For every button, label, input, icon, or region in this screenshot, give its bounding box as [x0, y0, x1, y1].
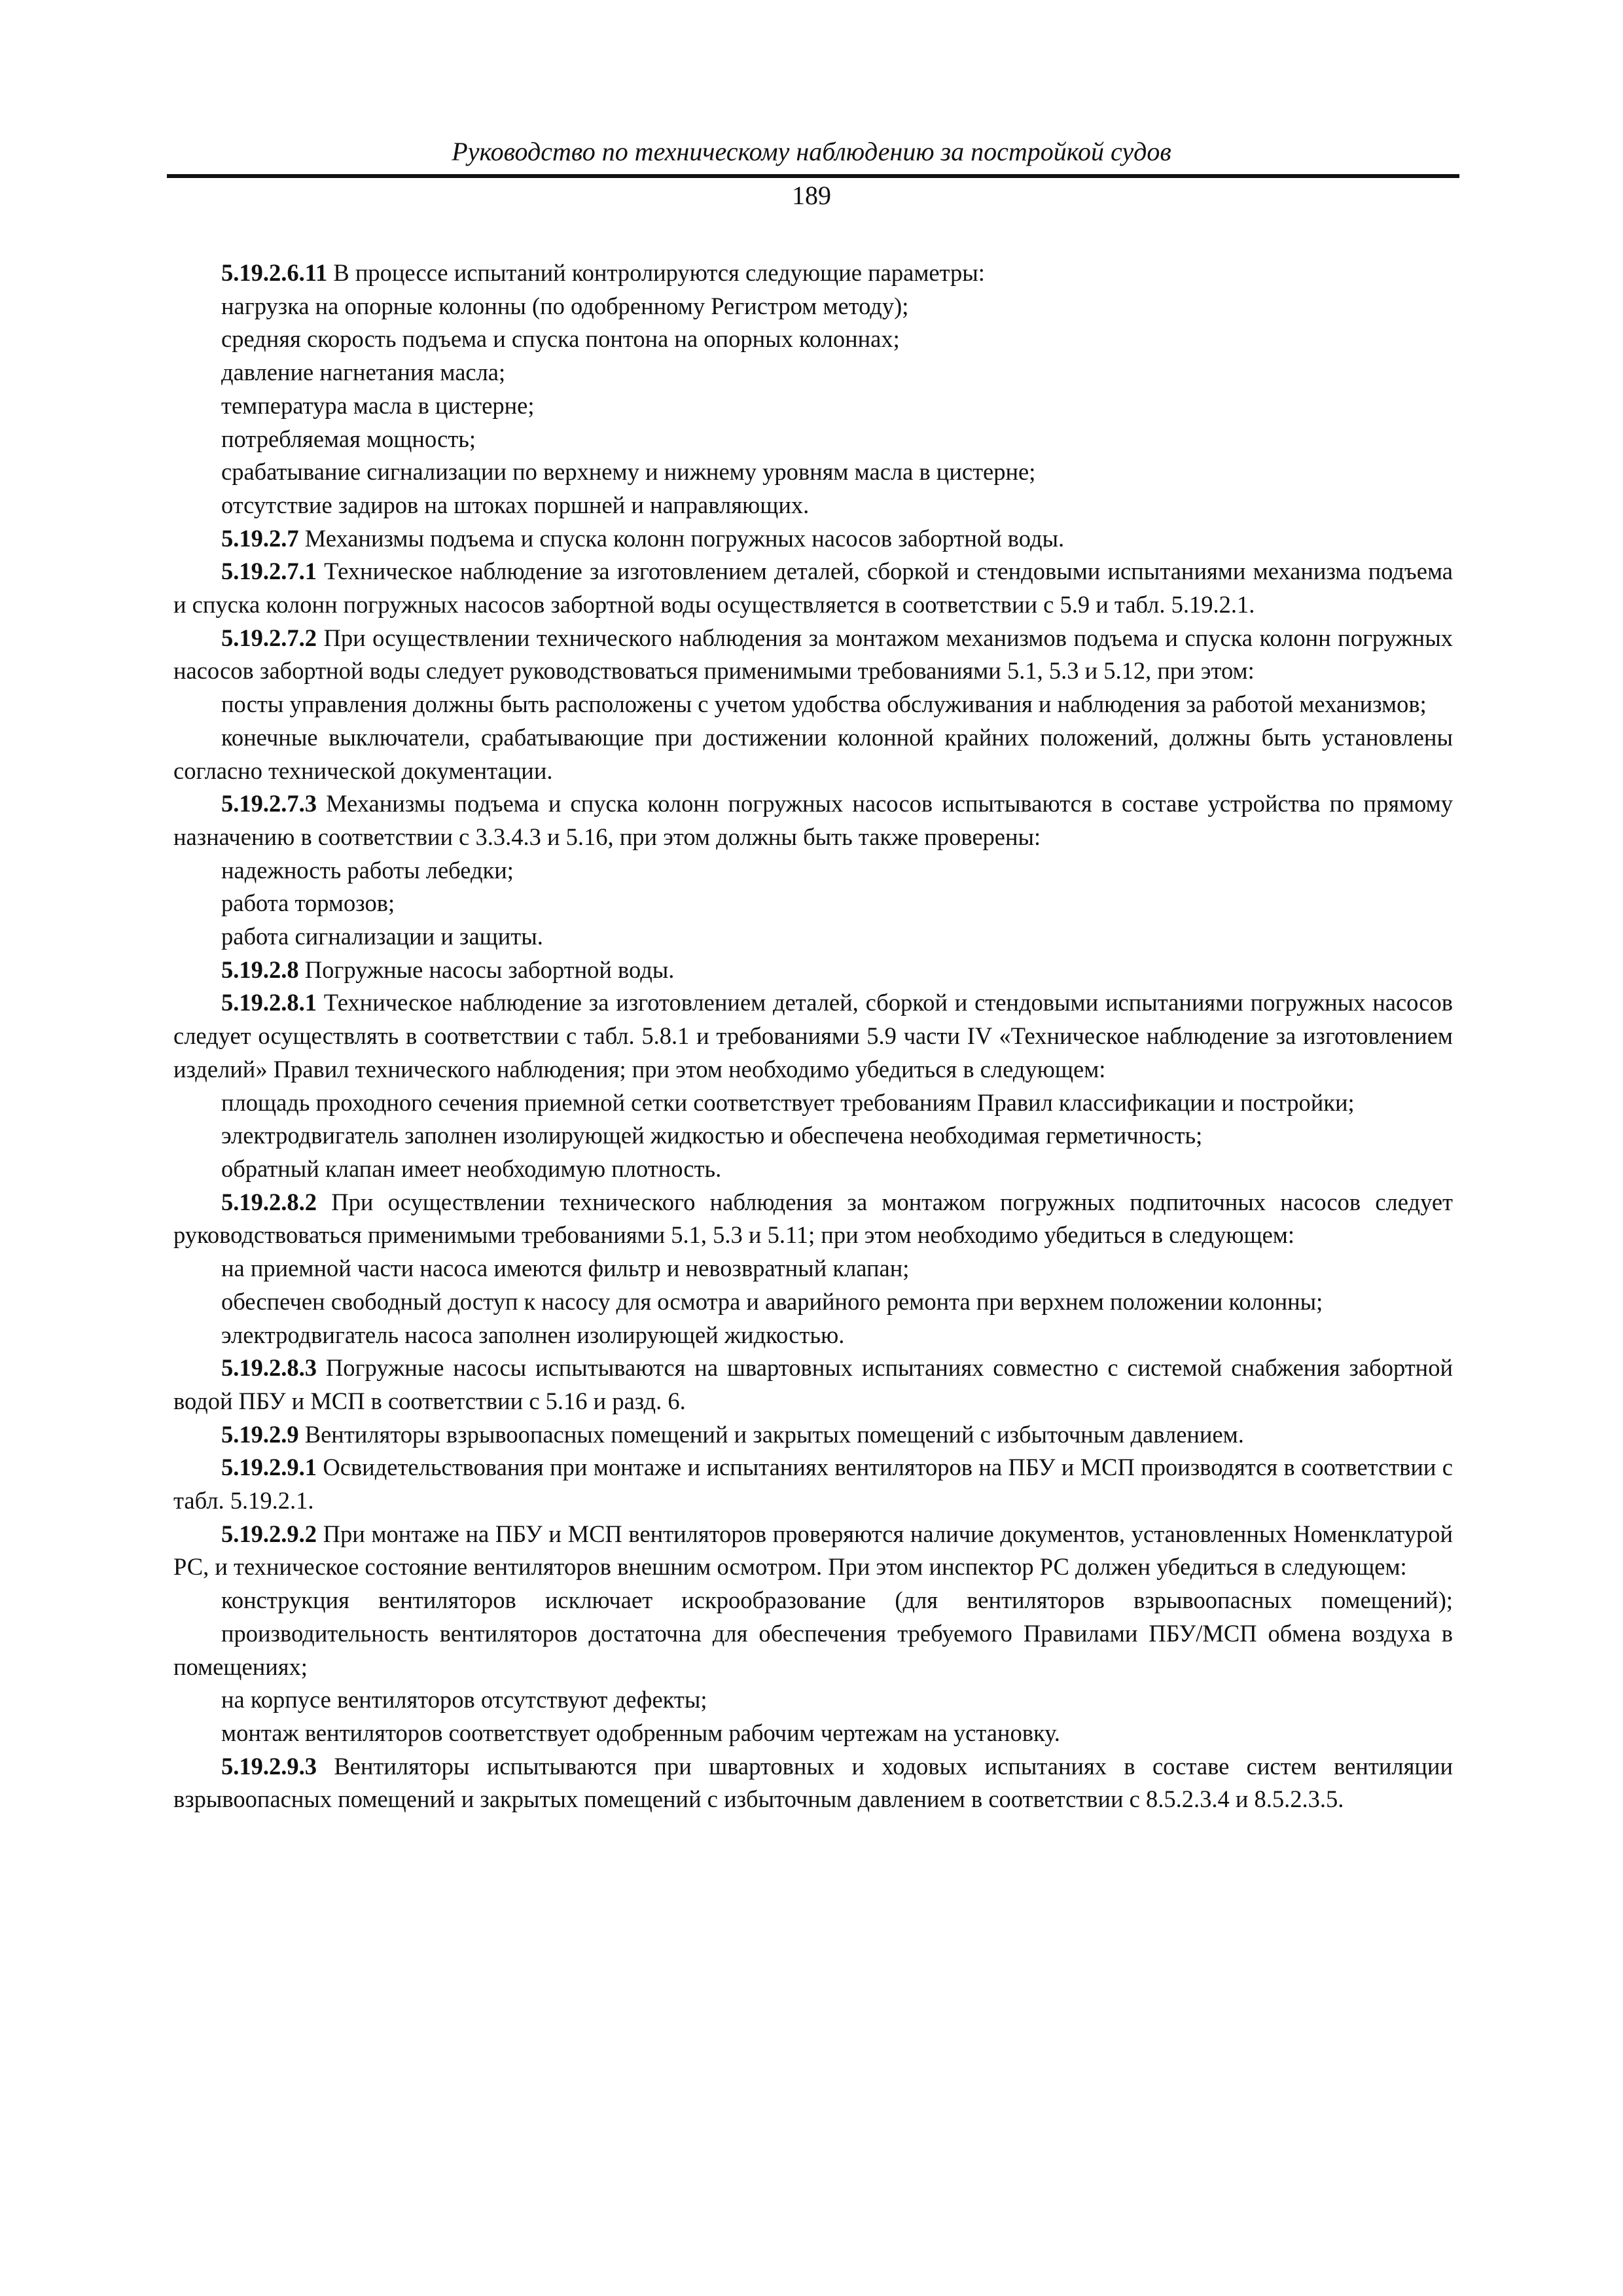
- list-item: [173, 721, 1453, 787]
- paragraph-text: Погружные насосы забортной воды.: [298, 956, 675, 983]
- paragraph: [173, 954, 1453, 987]
- paragraph-text: электродвигатель заполнен изолирующей жидкостью и обеспечена необходимая герметичность;: [221, 1122, 1203, 1149]
- paragraph: [173, 787, 1453, 853]
- paragraph: [173, 522, 1453, 556]
- paragraph-text: конструкция вентиляторов исключает искрообразование (для вентиляторов взрывоопасных помещений);: [221, 1587, 1453, 1614]
- list-item: [173, 688, 1453, 721]
- list-item: [173, 356, 1453, 389]
- paragraph: [173, 1186, 1453, 1252]
- paragraph-text: В процессе испытаний контролируются следующие параметры:: [327, 259, 985, 286]
- paragraph-text: Освидетельствования при монтаже и испытаниях вентиляторов на ПБУ и МСП производятся в соответствии с табл. 5.19.2.1.: [173, 1454, 1453, 1515]
- body-text: [173, 257, 1453, 1816]
- paragraph-text: электродвигатель насоса заполнен изолирующей жидкостью.: [221, 1321, 845, 1348]
- clause-number: 5.19.2.7.1: [221, 558, 317, 585]
- paragraph: [173, 1518, 1453, 1584]
- paragraph-text: обеспечен свободный доступ к насосу для осмотра и аварийного ремонта при верхнем положении колонны;: [221, 1287, 1323, 1315]
- paragraph-text: Техническое наблюдение за изготовлением деталей, сборкой и стендовыми испытаниями погружных насосов следует осуществлять в соответствии с табл. 5.8.1 и требованиями 5.9 части IV «Техническое наблюдение за изготовлением изделий» Правил технического наблюдения; при этом необходимо убедиться в следующем:: [173, 989, 1453, 1083]
- clause-number: 5.19.2.8.2: [221, 1188, 317, 1215]
- list-item: [173, 1584, 1453, 1617]
- paragraph: [173, 1750, 1453, 1816]
- paragraph-text: средняя скорость подъема и спуска понтона на опорных колоннах;: [221, 325, 900, 353]
- list-item: [173, 423, 1453, 456]
- paragraph-text: Вентиляторы взрывоопасных помещений и закрытых помещений с избыточным давлением.: [298, 1420, 1244, 1448]
- clause-number: 5.19.2.9.3: [221, 1752, 317, 1780]
- clause-number: 5.19.2.8.3: [221, 1354, 317, 1382]
- list-item: [173, 1153, 1453, 1186]
- clause-number: 5.19.2.8: [221, 956, 299, 983]
- paragraph-text: посты управления должны быть расположены с учетом удобства обслуживания и наблюдения за работой механизмов;: [221, 691, 1427, 718]
- header-rule: [167, 174, 1459, 178]
- list-item: [173, 887, 1453, 920]
- paragraph-text: площадь проходного сечения приемной сетки соответствует требованиям Правил классификации и постройки;: [221, 1088, 1355, 1116]
- clause-number: 5.19.2.9.2: [221, 1520, 317, 1547]
- list-item: [173, 1086, 1453, 1120]
- paragraph-text: работа сигнализации и защиты.: [221, 923, 543, 950]
- paragraph-text: производительность вентиляторов достаточна для обеспечения требуемого Правилами ПБУ/МСП обмена воздуха в помещениях;: [173, 1619, 1453, 1680]
- list-item: [173, 1717, 1453, 1750]
- list-item: [173, 1617, 1453, 1683]
- list-item: [173, 1285, 1453, 1319]
- paragraph-text: на приемной части насоса имеются фильтр и невозвратный клапан;: [221, 1255, 910, 1282]
- list-item: [173, 1252, 1453, 1285]
- list-item: [173, 389, 1453, 423]
- list-item: [173, 1319, 1453, 1352]
- paragraph-text: Вентиляторы испытываются при швартовных и ходовых испытаниях в составе систем вентиляции взрывоопасных помещений и закрытых помещений с избыточным давлением в соответствии с 8.5.2.3.4 и 8.5.2.3.5.: [173, 1752, 1453, 1813]
- paragraph: [173, 1418, 1453, 1452]
- list-item: [173, 1119, 1453, 1153]
- clause-number: 5.19.2.7.3: [221, 790, 317, 817]
- paragraph-text: отсутствие задиров на штоках поршней и направляющих.: [221, 491, 810, 518]
- paragraph-text: надежность работы лебедки;: [221, 856, 514, 884]
- paragraph-text: Механизмы подъема и спуска колонн погружных насосов испытываются в составе устройства по прямому назначению в соответствии с 3.3.4.3 и 5.16, при этом должны быть также проверены:: [173, 790, 1453, 850]
- paragraph-text: потребляемая мощность;: [221, 425, 476, 452]
- list-item: [173, 854, 1453, 888]
- clause-number: 5.19.2.7: [221, 524, 299, 552]
- paragraph-text: давление нагнетания масла;: [221, 359, 506, 386]
- paragraph-text: нагрузка на опорные колонны (по одобренному Регистром методу);: [221, 292, 909, 319]
- clause-number: 5.19.2.7.2: [221, 624, 317, 651]
- paragraph-text: монтаж вентиляторов соответствует одобренным рабочим чертежам на установку.: [221, 1719, 1060, 1746]
- paragraph: [173, 1352, 1453, 1418]
- list-item: [173, 920, 1453, 954]
- page-number: 189: [792, 181, 831, 210]
- clause-number: 5.19.2.6.11: [221, 259, 328, 286]
- clause-number: 5.19.2.9.1: [221, 1454, 317, 1481]
- running-header-title: Руководство по техническому наблюдению за постройкой судов: [452, 137, 1171, 166]
- paragraph-text: При осуществлении технического наблюдения за монтажом погружных подпиточных насосов следует руководствоваться применимыми требованиями 5.1, 5.3 и 5.11; при этом необходимо убедиться в следующем:: [173, 1188, 1453, 1249]
- clause-number: 5.19.2.8.1: [221, 989, 317, 1016]
- paragraph-text: При монтаже на ПБУ и МСП вентиляторов проверяются наличие документов, установленных Номенклатурой РС, и техническое состояние вентиляторов внешним осмотром. При этом инспектор РС должен убедиться в следующем:: [173, 1520, 1453, 1581]
- paragraph: [173, 986, 1453, 1086]
- list-item: [173, 456, 1453, 489]
- paragraph-text: срабатывание сигнализации по верхнему и нижнему уровням масла в цистерне;: [221, 458, 1036, 486]
- paragraph-text: Механизмы подъема и спуска колонн погружных насосов забортной воды.: [298, 524, 1065, 552]
- paragraph: [173, 622, 1453, 688]
- list-item: [173, 1683, 1453, 1717]
- paragraph-text: конечные выключатели, срабатывающие при достижении колонной крайних положений, должны быть установлены согласно технической документации.: [173, 723, 1453, 784]
- paragraph-text: на корпусе вентиляторов отсутствуют дефекты;: [221, 1686, 707, 1713]
- paragraph: [173, 257, 1453, 290]
- paragraph-text: температура масла в цистерне;: [221, 391, 535, 419]
- paragraph-text: При осуществлении технического наблюдения за монтажом механизмов подъема и спуска колонн погружных насосов забортной воды следует руководствоваться применимыми требованиями 5.1, 5.3 и 5.12, при этом:: [173, 624, 1453, 685]
- paragraph-text: Техническое наблюдение за изготовлением деталей, сборкой и стендовыми испытаниями механизма подъема и спуска колонн погружных насосов забортной воды осуществляется в соответствии с 5.9 и табл. 5.19.2.1.: [173, 558, 1453, 619]
- list-item: [173, 489, 1453, 522]
- paragraph-text: работа тормозов;: [221, 889, 395, 917]
- paragraph: [173, 555, 1453, 621]
- paragraph-text: Погружные насосы испытываются на швартовных испытаниях совместно с системой снабжения забортной водой ПБУ и МСП в соответствии с 5.16 и разд. 6.: [173, 1354, 1453, 1414]
- paragraph: [173, 1451, 1453, 1517]
- list-item: [173, 290, 1453, 323]
- list-item: [173, 323, 1453, 356]
- paragraph-text: обратный клапан имеет необходимую плотность.: [221, 1155, 722, 1182]
- clause-number: 5.19.2.9: [221, 1420, 299, 1448]
